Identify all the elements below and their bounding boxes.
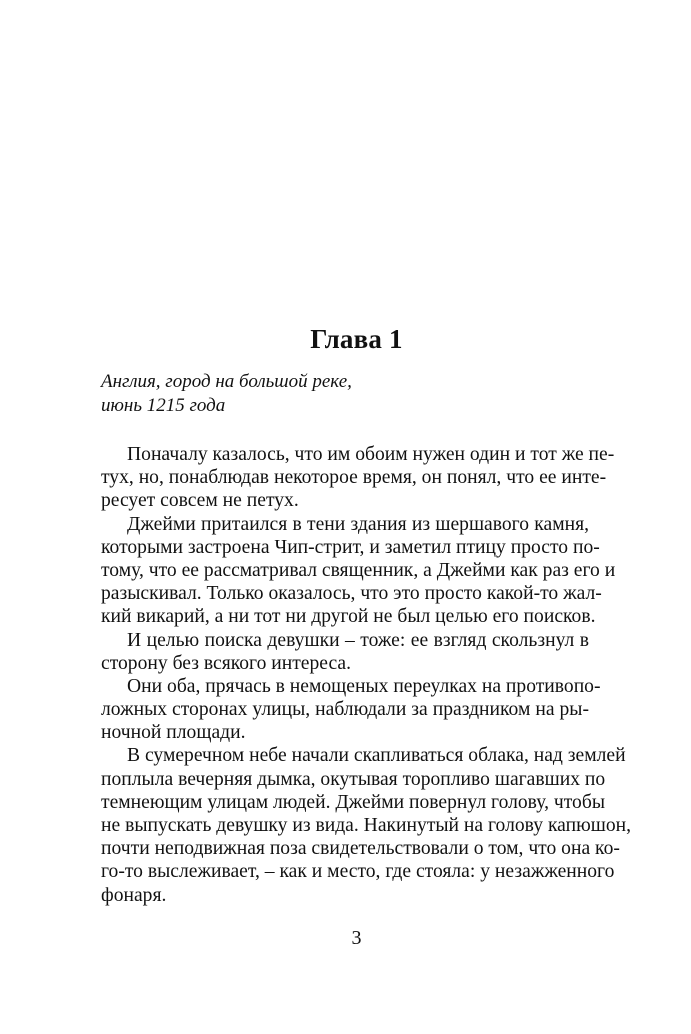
page-number: 3 xyxy=(351,927,362,949)
text-line: поплыла вечерняя дымка, окутывая торопливо шагавших по xyxy=(101,768,606,790)
text-line: го-то выслеживает, – как и место, где стояла: у незажженного xyxy=(101,861,615,883)
epigraph-line: июнь 1215 года xyxy=(101,394,226,416)
paragraph xyxy=(101,744,631,906)
chapter-body xyxy=(101,443,631,907)
epigraph-line: Англия, город на большой реке, xyxy=(101,371,352,392)
epigraph xyxy=(101,370,352,417)
paragraph xyxy=(101,513,616,629)
text-line: не выпускать девушку из вида. Накинутый на голову капюшон, xyxy=(101,815,631,836)
chapter-title: Глава 1 xyxy=(310,324,403,354)
text-line: которыми застроена Чип-стрит, и заметил птицу просто по- xyxy=(101,536,600,558)
text-line: ночной площади. xyxy=(101,722,246,744)
paragraph xyxy=(101,675,601,745)
text-line: фонаря. xyxy=(101,884,167,906)
paragraph xyxy=(101,443,615,513)
text-line: сторону без всякого интереса. xyxy=(101,652,352,674)
text-line: Они оба, прячась в немощеных переулках на противопо- xyxy=(127,675,601,697)
text-line: Поначалу казалось, что им обоим нужен один и тот же пе- xyxy=(127,444,615,465)
text-line: ложных сторонах улицы, наблюдали за праздником на ры- xyxy=(101,699,589,721)
text-line: ресует совсем не петух. xyxy=(101,490,299,512)
text-line: тому, что ее рассматривал священник, а Джейми как раз его и xyxy=(101,559,616,581)
text-line: темнеющим улицам людей. Джейми повернул голову, чтобы xyxy=(101,791,605,813)
text-line: В сумеречном небе начали скапливаться облака, над землей xyxy=(127,745,626,767)
text-line: разыскивал. Только оказалось, что это просто какой-то жал- xyxy=(101,583,602,605)
text-line: почти неподвижная поза свидетельствовали о том, что она ко- xyxy=(101,838,620,860)
paragraph xyxy=(101,629,589,675)
text-line: Джейми притаился в тени здания из шершавого камня, xyxy=(127,513,589,535)
text-line: тух, но, понаблюдав некоторое время, он понял, что ее инте- xyxy=(101,467,607,489)
text-line: кий викарий, а ни тот ни другой не был целью его поисков. xyxy=(101,606,596,628)
text-line: И целью поиска девушки – тоже: ее взгляд скользнул в xyxy=(127,629,589,651)
